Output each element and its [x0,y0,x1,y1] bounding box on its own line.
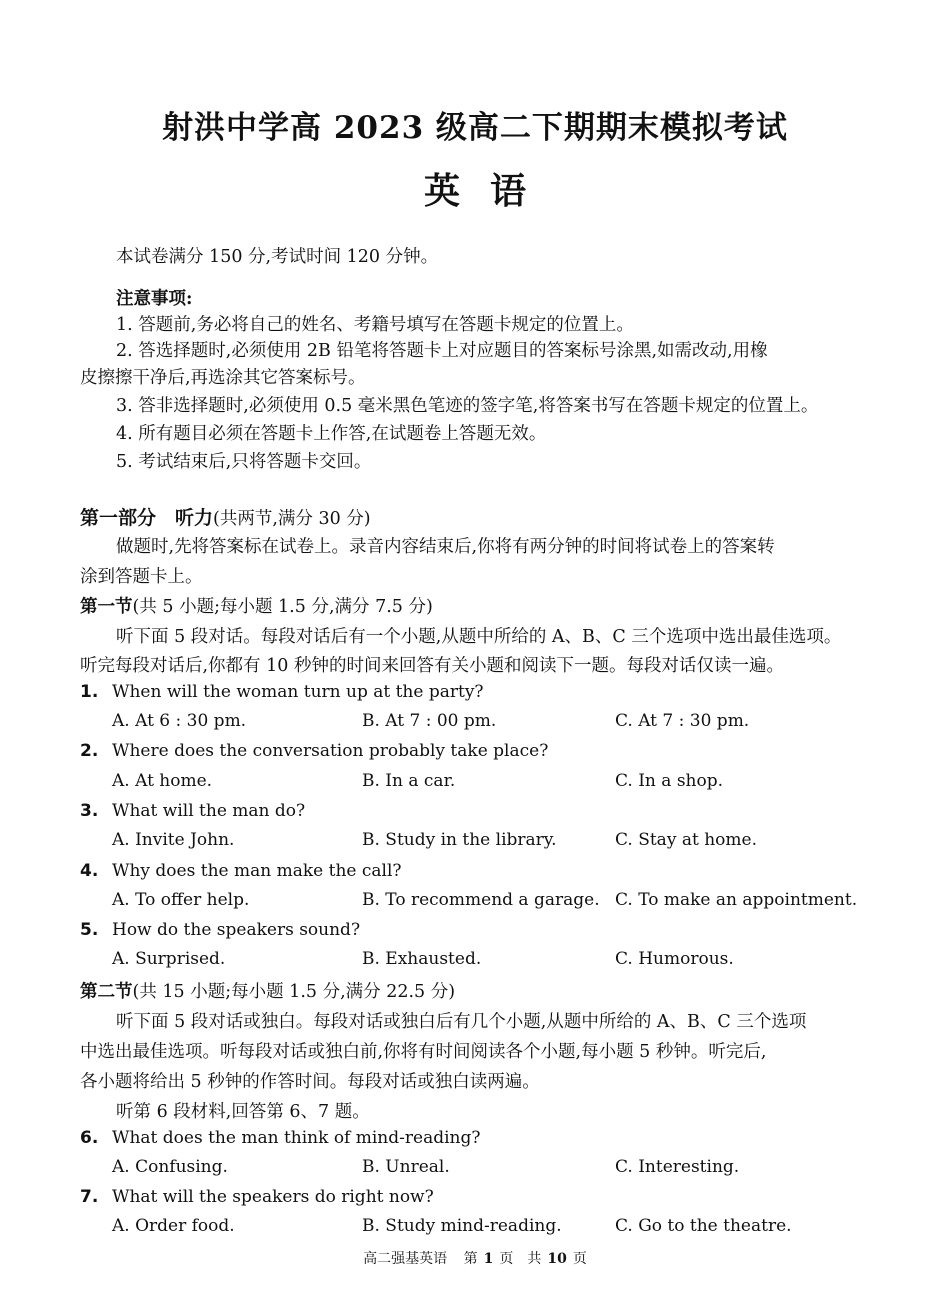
section2-heading [80,978,455,1003]
notice-item-2-cont: 皮擦擦干净后,再选涂其它答案标号。 [80,368,366,388]
option-b: B. Study in the library. [362,830,557,850]
question-text: When will the woman turn up at the party? [112,682,484,702]
option-c: C. At 7 : 30 pm. [615,711,750,731]
footer-page-suffix: 页 [572,1251,587,1267]
section1-heading-main: 第一节 [80,597,133,617]
option-a: A. At home. [112,771,213,791]
option-c: C. To make an appointment. [615,890,858,910]
material-6-instruction: 听第 6 段材料,回答第 6、7 题。 [116,1102,370,1122]
section1-heading [80,593,433,618]
question-number: 6. [80,1128,99,1148]
section2-heading-main: 第二节 [80,982,133,1002]
option-b: B. At 7 : 00 pm. [362,711,497,731]
question-text: What will the speakers do right now? [112,1187,434,1207]
part1-instruction-line1: 做题时,先将答案标在试卷上。录音内容结束后,你将有两分钟的时间将试卷上的答案转 [116,537,775,557]
question-number: 2. [80,741,99,761]
exam-intro: 本试卷满分 150 分,考试时间 120 分钟。 [116,247,439,267]
option-b: B. To recommend a garage. [362,890,600,910]
option-c: C. Go to the theatre. [615,1216,792,1236]
section2-instruction-line3: 各小题将给出 5 秒钟的作答时间。每段对话或独白读两遍。 [80,1072,540,1092]
notice-item-3: 3. 答非选择题时,必须使用 0.5 毫米黑色笔迹的签字笔,将答案书写在答题卡规定的位置上。 [116,396,819,416]
option-a: A. Order food. [112,1216,235,1236]
question-number: 5. [80,920,99,940]
page-footer [0,1248,950,1268]
section1-instruction-line1: 听下面 5 段对话。每段对话后有一个小题,从题中所给的 A、B、C 三个选项中选出最佳选项。 [116,627,842,647]
option-c: C. In a shop. [615,771,724,791]
subject-title: 英语 [423,170,556,212]
footer-page-total: 10 [547,1251,567,1267]
question-text: What does the man think of mind-reading? [112,1128,481,1148]
section2-heading-rest: (共 15 小题;每小题 1.5 分,满分 22.5 分) [132,982,456,1002]
footer-page-mid: 页 共 [499,1251,542,1267]
footer-page-number: 1 [483,1251,494,1267]
question-number: 4. [80,861,99,881]
section2-instruction-line1: 听下面 5 段对话或独白。每段对话或独白后有几个小题,从题中所给的 A、B、C 三个选项 [116,1012,807,1032]
part1-instruction-line2: 涂到答题卡上。 [80,567,203,587]
option-b: B. In a car. [362,771,456,791]
notice-item-1: 1. 答题前,务必将自己的姓名、考籍号填写在答题卡规定的位置上。 [116,315,634,335]
notice-heading: 注意事项: [116,289,193,309]
question-text: Why does the man make the call? [112,861,402,881]
option-b: B. Study mind-reading. [362,1216,562,1236]
section2-instruction-line2: 中选出最佳选项。听每段对话或独白前,你将有时间阅读各个小题,每小题 5 秒钟。听完后, [80,1042,767,1062]
option-c: C. Interesting. [615,1157,740,1177]
option-c: C. Stay at home. [615,830,757,850]
part1-heading-rest: (共两节,满分 30 分) [213,509,371,529]
option-b: B. Unreal. [362,1157,450,1177]
footer-page-prefix: 第 [463,1251,478,1267]
option-c: C. Humorous. [615,949,734,969]
question-number: 3. [80,801,99,821]
section1-heading-rest: (共 5 小题;每小题 1.5 分,满分 7.5 分) [132,597,433,617]
question-text: What will the man do? [112,801,306,821]
notice-item-4: 4. 所有题目必须在答题卡上作答,在试题卷上答题无效。 [116,424,547,444]
part1-heading [80,503,371,530]
question-text: Where does the conversation probably take place? [112,741,549,761]
question-text: How do the speakers sound? [112,920,361,940]
section1-instruction-line2: 听完每段对话后,你都有 10 秒钟的时间来回答有关小题和阅读下一题。每段对话仅读一遍。 [80,656,784,676]
option-a: A. To offer help. [112,890,250,910]
option-b: B. Exhausted. [362,949,482,969]
part1-heading-main: 第一部分 听力 [80,507,214,529]
option-a: A. At 6 : 30 pm. [112,711,247,731]
option-a: A. Invite John. [112,830,235,850]
notice-item-2: 2. 答选择题时,必须使用 2B 铅笔将答题卡上对应题目的答案标号涂黑,如需改动,用橡 [116,341,768,361]
option-a: A. Confusing. [112,1157,228,1177]
footer-label: 高二强基英语 [363,1251,448,1267]
notice-item-5: 5. 考试结束后,只将答题卡交回。 [116,452,372,472]
question-number: 7. [80,1187,99,1207]
option-a: A. Surprised. [112,949,226,969]
exam-title: 射洪中学高 2023 级高二下期期末模拟考试 [162,110,788,146]
question-number: 1. [80,682,99,702]
